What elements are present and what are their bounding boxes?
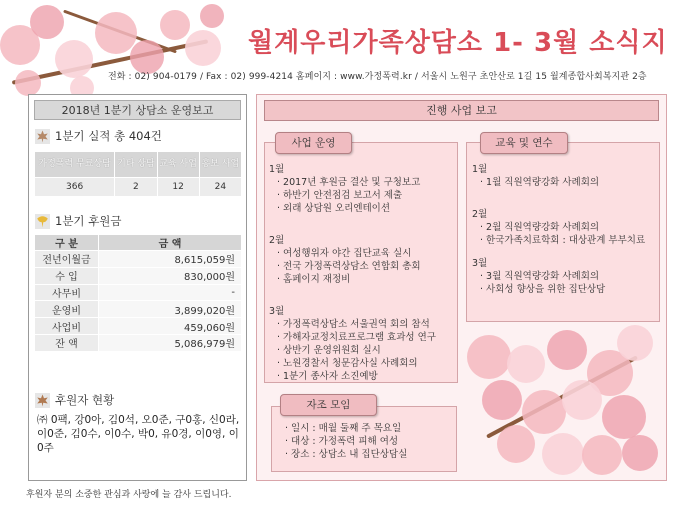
list-item: · 일시 : 매월 둘째 주 목요일: [285, 423, 402, 434]
donors-list: ㈜ 0팩, 강0아, 김0석, 오0준, 구0홍, 신0라, 이0준, 김0수, 이0수, 박0, 유0경, 이0영, 이0주: [37, 414, 240, 454]
list-item: · 1월 직원역량강화 사례회의: [480, 177, 600, 188]
funds-value: 459,060원: [99, 318, 242, 335]
funds-header-cell: 금 액: [99, 235, 242, 251]
contact-info: 전화 : 02) 904-0179 / Fax : 02) 999-4214 홈페이지 : www.가정폭력.kr / 서울시 노원구 초안산로 1길 15 월계종합사회복지관 2층: [108, 72, 647, 82]
stats-header-row: [35, 152, 242, 178]
stats-table: [34, 151, 242, 197]
funds-value: 8,615,059원: [99, 251, 242, 268]
list-item: · 외래 상담원 오리엔테이션: [277, 203, 391, 214]
list-item: · 장소 : 상담소 내 집단상담실: [285, 449, 408, 460]
list-item: · 1분기 종사자 소진예방: [277, 371, 378, 382]
list-item: · 2월 직원역량강화 사례회의: [480, 222, 600, 233]
list-item: · 한국가족치료학회 : 대상관계 부부치료: [480, 235, 646, 246]
donors-title-text: 후원자 현황: [55, 393, 115, 407]
funds-title-text: 1분기 후원금: [55, 214, 122, 228]
list-item: · 하반기 안전점검 보고서 제출: [277, 190, 403, 201]
table-row: [35, 318, 242, 335]
funds-value: -: [99, 284, 242, 301]
list-item: · 사회성 향상을 위한 집단상담: [480, 284, 606, 295]
list-item: · 가해자교정치료프로그램 효과성 연구: [277, 332, 436, 343]
table-row: [35, 334, 242, 351]
education-list: [472, 163, 656, 296]
funds-label: 잔 액: [35, 334, 99, 351]
self-help-list: [277, 422, 455, 461]
funds-header-row: [35, 235, 242, 251]
funds-label: 사업비: [35, 318, 99, 335]
month-label: 3월: [269, 306, 285, 317]
list-item: · 3월 직원역량강화 사례회의: [480, 271, 600, 282]
donors-section-title: [35, 392, 114, 408]
stats-header-cell: 홍보 사업: [199, 152, 241, 178]
list-item: · 전국 가정폭력상담소 연합회 총회: [277, 261, 421, 272]
funds-label: 전년이월금: [35, 251, 99, 268]
funds-value: 3,899,020원: [99, 301, 242, 318]
stats-header-cell: 교육 사업: [157, 152, 199, 178]
table-row: [35, 301, 242, 318]
funds-header-cell: 구 분: [35, 235, 99, 251]
project-report-heading: 진행 사업 보고: [264, 100, 659, 121]
operations-label: 사업 운영: [275, 132, 352, 154]
operations-list: [269, 163, 457, 383]
funds-value: 830,000원: [99, 267, 242, 284]
project-report-panel: [256, 94, 667, 481]
operations-report-heading: 2018년 1분기 상담소 운영보고: [34, 100, 241, 120]
list-item: · 상반기 운영위원회 실시: [277, 345, 381, 356]
table-row: [35, 284, 242, 301]
funds-label: 사무비: [35, 284, 99, 301]
operations-report-panel: [28, 94, 247, 481]
stats-title-text: 1분기 실적 총 404건: [55, 129, 162, 143]
stats-value-cell: 24: [199, 178, 241, 197]
funds-table: [34, 234, 242, 352]
month-label: 2월: [472, 209, 488, 220]
month-label: 1월: [472, 164, 488, 175]
month-label: 1월: [269, 164, 285, 175]
funds-label: 운영비: [35, 301, 99, 318]
thanks-footer: 후원자 분의 소중한 관심과 사랑에 늘 감사 드립니다.: [26, 490, 232, 500]
table-row: [35, 251, 242, 268]
stats-value-row: [35, 178, 242, 197]
list-item: · 홈페이지 재정비: [277, 274, 351, 285]
education-label: 교육 및 연수: [480, 132, 568, 154]
self-help-label: 자조 모임: [280, 394, 377, 416]
funds-section-title: [35, 213, 122, 229]
list-item: · 대상 : 가정폭력 피해 여성: [285, 436, 399, 447]
stats-value-cell: 12: [157, 178, 199, 197]
month-label: 2월: [269, 235, 285, 246]
newsletter-title: 월계우리가족상담소 1- 3월 소식지: [248, 28, 668, 58]
list-item: · 가정폭력상담소 서울권역 회의 참석: [277, 319, 430, 330]
stats-value-cell: 2: [115, 178, 157, 197]
stats-value-cell: 366: [35, 178, 115, 197]
ginkgo-leaf-icon: [35, 214, 50, 229]
funds-value: 5,086,979원: [99, 334, 242, 351]
stats-header-cell: 가정폭력 무료상담: [35, 152, 115, 178]
stats-header-cell: 기타 상담: [115, 152, 157, 178]
stats-section-title: [35, 128, 162, 144]
month-label: 3월: [472, 258, 488, 269]
maple-leaf-icon: [35, 129, 50, 144]
list-item: · 노원경찰서 청문감사실 사례회의: [277, 358, 418, 369]
funds-label: 수 입: [35, 267, 99, 284]
maple-leaf-icon: [35, 393, 50, 408]
table-row: [35, 267, 242, 284]
list-item: · 여성행위자 야간 집단교육 실시: [277, 248, 412, 259]
list-item: · 2017년 후원금 결산 및 구청보고: [277, 177, 421, 188]
